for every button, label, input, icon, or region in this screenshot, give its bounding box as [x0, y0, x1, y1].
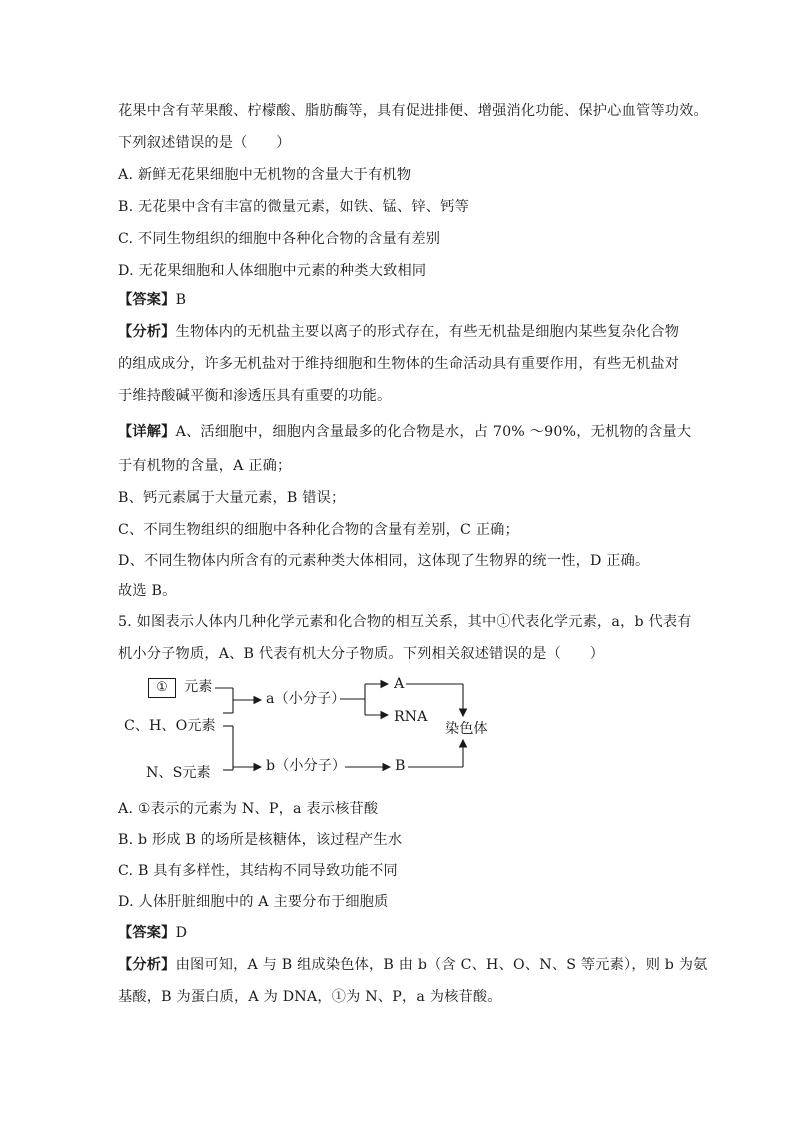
q4-answer [118, 290, 186, 310]
q5-analysis-line-1: 【分析】由图可知，A 与 B 组成染色体，B 由 b（含 C、H、O、N、S 等元素），则 b 为氨 [118, 957, 708, 973]
q5-option-b: B. b 形成 B 的场所是核糖体，该过程产生水 [118, 832, 403, 848]
q4-option-c: C. 不同生物组织的细胞中各种化合物的含量有差别 [118, 231, 441, 247]
label-rna: RNA [394, 709, 428, 725]
q4-detail-line-5: D、不同生物体内所含有的元素种类大体相同，这体现了生物界的统一性，D 正确。 [118, 553, 650, 569]
q5-analysis-label: 【分析】 [118, 957, 176, 973]
label-macromolecule-b: B [395, 758, 406, 774]
q4-stem-line-1: 花果中含有苹果酸、柠檬酸、脂肪酶等，具有促进排便、增强消化功能、保护心血管等功效。 [118, 103, 708, 119]
q5-option-c: C. B 具有多样性，其结构不同导致功能不同 [118, 863, 398, 879]
label-cho-elements: C、H、O元素 [124, 718, 216, 734]
q4-detail-line-6: 故选 B。 [118, 583, 177, 599]
q5-option-a: A. ①表示的元素为 N、P，a 表示核苷酸 [118, 801, 379, 817]
q4-analysis-line-2: 的组成成分，许多无机盐对于维持细胞和生物体的生命活动具有重要作用，有些无机盐对 [118, 356, 680, 372]
q5-answer [118, 923, 187, 943]
q4-detail-line-1: 【详解】A、活细胞中，细胞内含量最多的化合物是水，占 70% ～90%，无机物的含量大 [118, 424, 692, 440]
q4-detail-line-2: 于有机物的含量，A 正确； [118, 458, 292, 474]
q4-detail-label: 【详解】 [118, 424, 176, 440]
q4-analysis-line-1: 【分析】生物体内的无机盐主要以离子的形式存在，有些无机盐是细胞内某些复杂化合物 [118, 324, 680, 340]
element-box: ① [148, 678, 176, 698]
label-macromolecule-a: A [394, 676, 405, 692]
q4-analysis-label: 【分析】 [118, 324, 176, 340]
q4-stem-line-2: 下列叙述错误的是（ ） [118, 135, 291, 151]
label-b-small-molecule: b（小分子） [266, 758, 347, 774]
q4-option-b: B. 无花果中含有丰富的微量元素，如铁、锰、锌、钙等 [118, 199, 469, 215]
q5-stem-line-1: 5. 如图表示人体内几种化学元素和化合物的相互关系，其中①代表化学元素，a，b 代表有 [118, 614, 692, 630]
q5-diagram [118, 672, 518, 792]
q4-detail-line-3: B、钙元素属于大量元素，B 错误； [118, 490, 346, 506]
q4-detail-line-4: C、不同生物组织的细胞中各种化合物的含量有差别，C 正确； [118, 522, 519, 538]
q4-analysis-line-3: 于维持酸碱平衡和渗透压具有重要的功能。 [118, 388, 392, 404]
q5-stem-line-2: 机小分子物质，A、B 代表有机大分子物质。下列相关叙述错误的是（ ） [118, 646, 605, 662]
q4-answer-value: B [175, 292, 187, 308]
q4-answer-label: 【答案】 [118, 292, 176, 308]
label-element: 元素 [184, 679, 213, 695]
label-chromosome: 染色体 [445, 721, 488, 737]
q4-option-d: D. 无花果细胞和人体细胞中元素的种类大致相同 [118, 263, 427, 279]
label-ns-elements: N、S元素 [146, 765, 211, 781]
q5-answer-label: 【答案】 [118, 925, 176, 941]
q5-option-d: D. 人体肝脏细胞中的 A 主要分布于细胞质 [118, 894, 389, 910]
q4-option-a: A. 新鲜无花果细胞中无机物的含量大于有机物 [118, 167, 412, 183]
label-a-small-molecule: a（小分子） [266, 691, 346, 707]
q5-answer-value: D [175, 925, 188, 941]
q5-analysis-line-2: 基酸，B 为蛋白质，A 为 DNA，①为 N、P，a 为核苷酸。 [118, 989, 502, 1005]
